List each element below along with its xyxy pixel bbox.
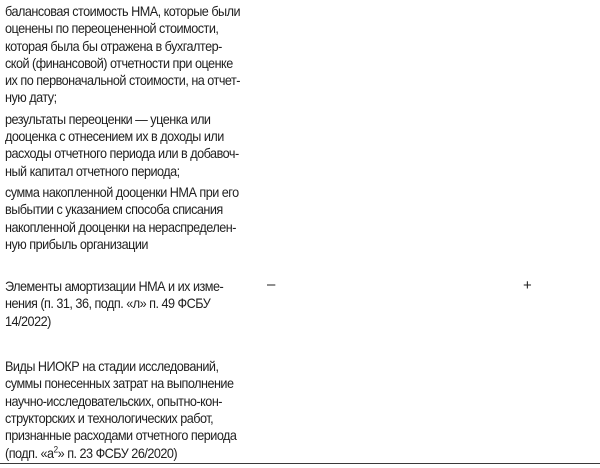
text-line: накопленной дооценки на нераспределен- [5, 219, 236, 235]
text-line: которая была бы отражена в бухгалтер- [5, 38, 222, 54]
paragraph-revaluation-results [5, 111, 267, 180]
text-line: выбытии с указанием способа списания [5, 202, 223, 218]
text-line: сумма накопленной дооценки НМА при его [5, 184, 239, 200]
text-line: нения (п. 31, 36, подп. «л» п. 49 ФСБУ [5, 296, 211, 312]
text-line: дооценка с отнесением их в доходы или [5, 129, 224, 145]
text-line: расходы отчетного периода или в добавоч- [5, 146, 239, 162]
reference-superscript: 2 [53, 444, 58, 454]
reference-suffix: » п. 23 ФСБУ 26/2020) [57, 445, 178, 461]
text-line: ный капитал отчетного периода; [5, 163, 180, 179]
text-line: структорских и технологических работ, [5, 410, 214, 426]
text-line: ную прибыль организации [5, 236, 148, 252]
text-line-with-superscript [5, 445, 249, 462]
text-line: ской (финансовой) отчетности при оценке [5, 55, 233, 71]
text-line: их по первоначальной стоимости, на отчет- [5, 73, 240, 89]
text-line: результаты переоценки — уценка или [5, 111, 211, 127]
text-line: ную дату; [5, 90, 57, 106]
paragraph-amortization-elements [5, 278, 267, 330]
text-line: признанные расходами отчетного периода [5, 428, 237, 444]
text-line: Виды НИОКР на стадии исследований, [5, 359, 219, 375]
table-bottom-border [0, 463, 600, 464]
paragraph-rnd-types [5, 358, 267, 462]
text-line: Элементы амортизации НМА и их изме- [5, 279, 224, 295]
text-line: оценены по переоцененной стоимости, [5, 21, 219, 37]
reference-prefix: (подп. «а [5, 445, 54, 461]
text-line: балансовая стоимость НМА, которые были [5, 4, 241, 19]
paragraph-accumulated-revaluation [5, 184, 267, 253]
text-line: научно-исследовательских, опытно-кон- [5, 393, 223, 409]
text-line: 14/2022) [5, 313, 51, 329]
column-2-minus-mark: – [267, 276, 276, 293]
column-3-plus-mark: + [523, 277, 532, 294]
text-column [5, 3, 267, 466]
paragraph-balance-value [5, 3, 267, 107]
text-line: суммы понесенных затрат на выполнение [5, 376, 234, 392]
